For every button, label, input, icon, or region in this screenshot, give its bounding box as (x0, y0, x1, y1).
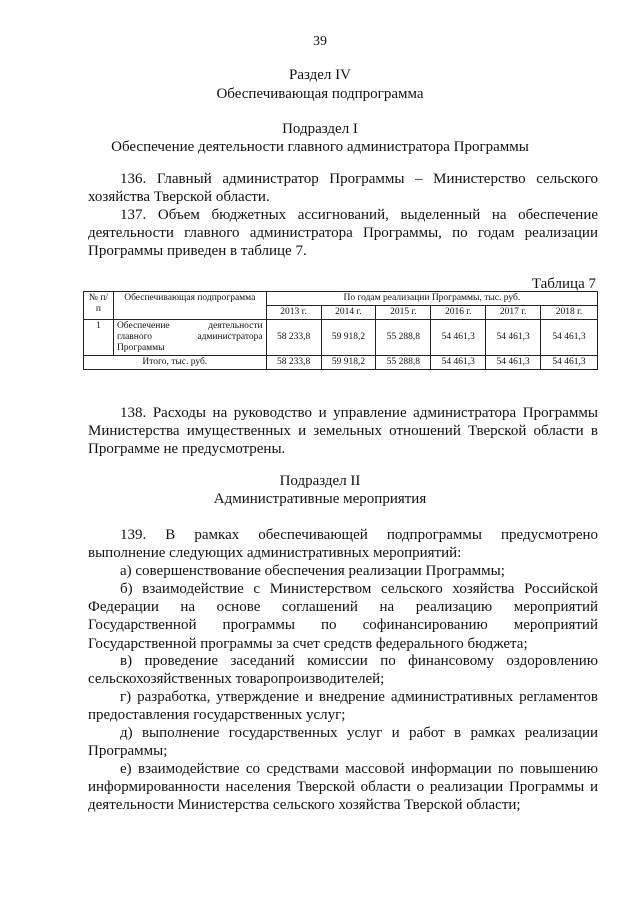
table-row (84, 320, 598, 356)
section-subtitle: Обеспечивающая подпрограмма (216, 86, 424, 102)
header-year: 2017 г. (486, 306, 541, 320)
paragraph-139: 139. В рамках обеспечивающей подпрограммы предусмотрено выполнение следующих административных мероприятий: (88, 527, 598, 562)
row-num: 1 (84, 320, 114, 356)
header-year: 2016 г. (431, 306, 486, 320)
subsection-1-title: Подраздел I (282, 121, 358, 137)
section-title: Раздел IV (288, 67, 351, 83)
paragraph-138: 138. Расходы на руководство и управление администратора Программы Министерства имущественных и земельных отношений Тверской области в Программе не предусмотрены. (88, 405, 598, 458)
total-value: 59 918,2 (321, 356, 376, 370)
header-year: 2015 г. (376, 306, 431, 320)
list-item-a: а) совершенствование обеспечения реализации Программы; (120, 563, 505, 579)
page-number: 39 (313, 34, 327, 49)
row-value: 54 461,3 (541, 320, 598, 356)
row-value: 54 461,3 (431, 320, 486, 356)
header-name: Обеспечивающая подпрограмма (113, 292, 266, 320)
header-year: 2013 г. (266, 306, 321, 320)
row-name: Обеспечение деятельности главного администратора Программы (113, 320, 266, 356)
list-item-v: в) проведение заседаний комиссии по финансовому оздоровлению сельскохозяйственных товаропроизводителей; (88, 653, 598, 688)
row-value: 59 918,2 (321, 320, 376, 356)
header-num: № п/п (84, 292, 114, 320)
row-value: 54 461,3 (486, 320, 541, 356)
subsection-2-title: Подраздел II (279, 473, 361, 489)
list-item-e: е) взаимодействие со средствами массовой информации по повышению информированности населения Тверской области о реализации Программы и деятельности Министерства сельского хозяйства Тверской области; (88, 761, 598, 814)
total-value: 55 288,8 (376, 356, 431, 370)
subsection-1-subtitle: Обеспечение деятельности главного администратора Программы (111, 139, 529, 155)
total-value: 54 461,3 (541, 356, 598, 370)
row-value: 55 288,8 (376, 320, 431, 356)
header-years-group: По годам реализации Программы, тыс. руб. (266, 292, 597, 306)
total-value: 54 461,3 (431, 356, 486, 370)
total-value: 54 461,3 (486, 356, 541, 370)
table-header-row (84, 292, 598, 306)
row-value: 58 233,8 (266, 320, 321, 356)
table-total-row (84, 356, 598, 370)
paragraph-137: 137. Объем бюджетных ассигнований, выделенный на обеспечение деятельности главного администратора Программы, по годам реализации Программы приведен в таблице 7. (88, 207, 598, 260)
budget-table (83, 291, 598, 370)
total-value: 58 233,8 (266, 356, 321, 370)
total-label: Итого, тыс. руб. (84, 356, 267, 370)
list-item-g: г) разработка, утверждение и внедрение административных регламентов предоставления государственных услуг; (88, 689, 598, 724)
table-label: Таблица 7 (531, 276, 596, 292)
paragraph-136: 136. Главный администратор Программы – Министерство сельского хозяйства Тверской области. (88, 171, 598, 206)
header-year: 2018 г. (541, 306, 598, 320)
header-year: 2014 г. (321, 306, 376, 320)
subsection-2-subtitle: Административные мероприятия (213, 491, 427, 507)
list-item-d: д) выполнение государственных услуг и работ в рамках реализации Программы; (88, 725, 598, 760)
list-item-b: б) взаимодействие с Министерством сельского хозяйства Российской Федерации на основе соглашений на реализацию мероприятий Государственной программы по софинансированию мероприятий Государственной программы за счет средств федерального бюджета; (88, 581, 598, 652)
